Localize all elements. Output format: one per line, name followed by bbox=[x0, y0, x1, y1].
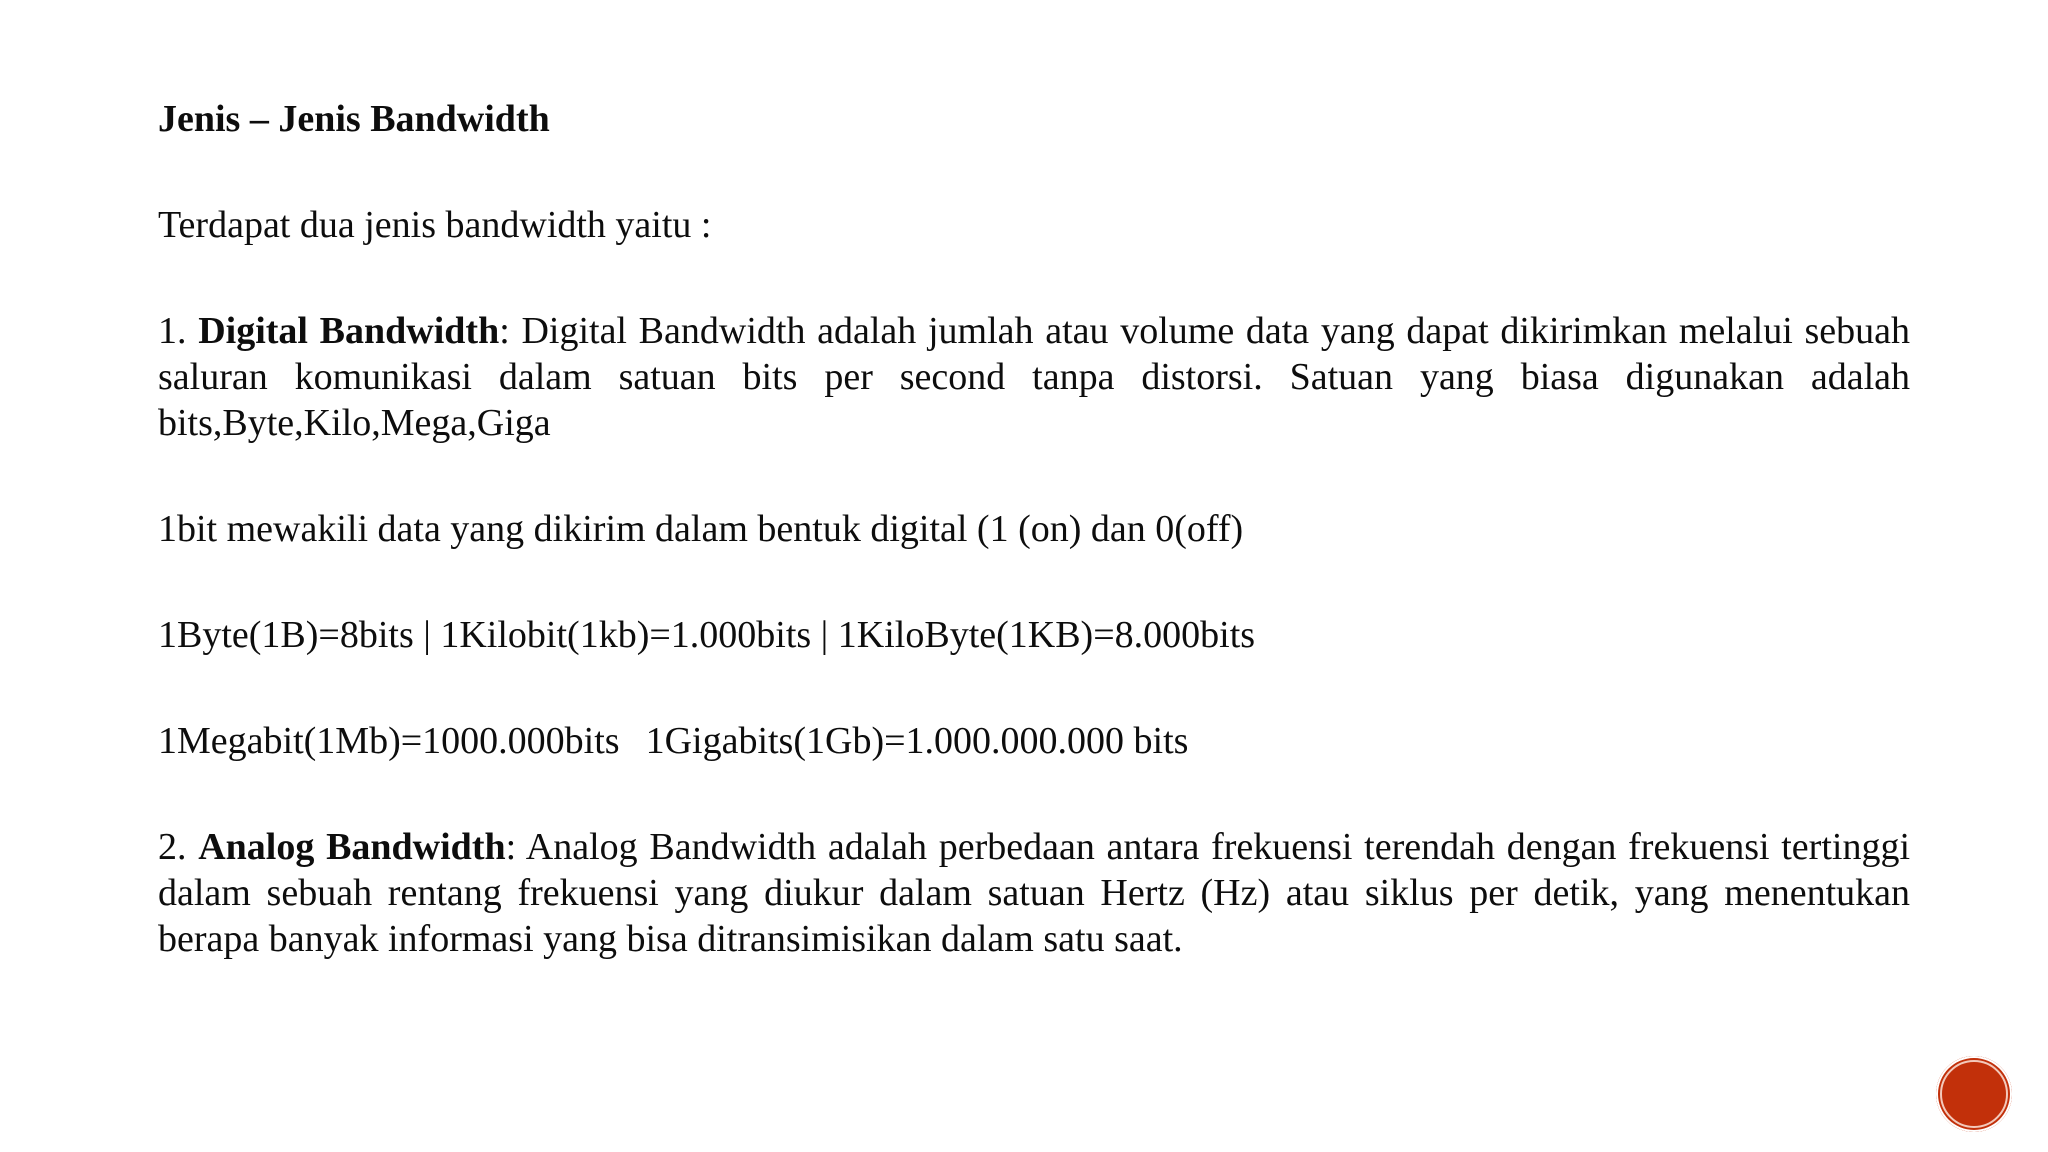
slide-corner-circle-icon bbox=[1936, 1056, 2012, 1132]
item-number: 2. bbox=[158, 826, 199, 868]
analog-bandwidth-paragraph bbox=[158, 824, 1910, 962]
term-separator: : bbox=[499, 310, 510, 352]
bit-definition: 1bit mewakili data yang dikirim dalam bentuk digital (1 (on) dan 0(off) bbox=[158, 508, 1244, 550]
item-number: 1. bbox=[158, 310, 199, 352]
gigabit-conversion: 1Gigabits(1Gb)=1.000.000.000 bits bbox=[645, 720, 1189, 762]
digital-bandwidth-term: Digital Bandwidth bbox=[198, 310, 500, 352]
slide-title: Jenis – Jenis Bandwidth bbox=[158, 98, 550, 140]
megabit-conversion: 1Megabit(1Mb)=1000.000bits bbox=[158, 720, 620, 762]
digital-bandwidth-paragraph bbox=[158, 308, 1910, 446]
byte-kilo-conversion: 1Byte(1B)=8bits | 1Kilobit(1kb)=1.000bits | 1KiloByte(1KB)=8.000bits bbox=[158, 614, 1256, 656]
mega-giga-conversion bbox=[158, 718, 1910, 764]
slide-content bbox=[158, 96, 1910, 1022]
digital-bandwidth-description: Digital Bandwidth adalah jumlah atau volume data yang dapat dikirimkan melalui sebuah saluran komunikasi dalam satuan bits per second tanpa distorsi. Satuan yang biasa digunakan adalah bits,Byte,Kilo,Mega,Giga bbox=[158, 310, 1910, 444]
analog-bandwidth-description: Analog Bandwidth adalah perbedaan antara frekuensi terendah dengan frekuensi tertinggi dalam sebuah rentang frekuensi yang diukur dalam satuan Hertz (Hz) atau siklus per detik, yang menentukan berapa banyak informasi yang bisa ditransimisikan dalam satu saat. bbox=[158, 826, 1910, 960]
intro-text: Terdapat dua jenis bandwidth yaitu : bbox=[158, 204, 712, 246]
analog-bandwidth-term: Analog Bandwidth bbox=[198, 826, 506, 868]
term-separator: : bbox=[505, 826, 517, 868]
